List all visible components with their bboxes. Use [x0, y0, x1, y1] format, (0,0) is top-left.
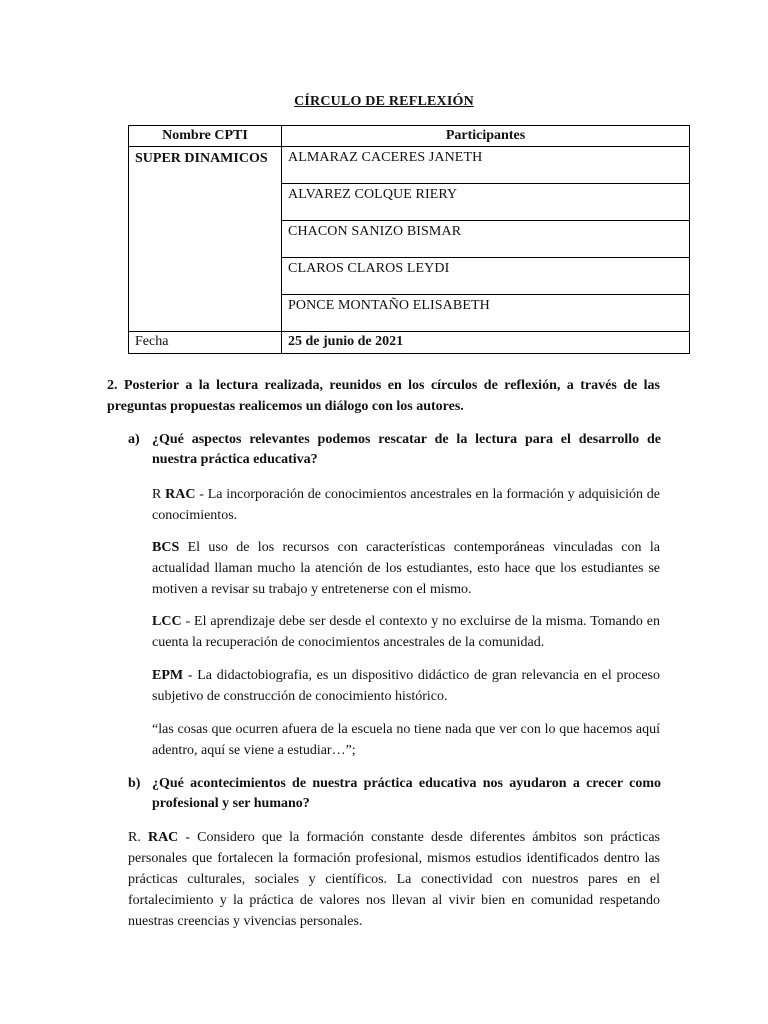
answer-prefix: R. — [128, 830, 148, 845]
participant-name: ALVAREZ COLQUE RIERY — [282, 184, 690, 221]
header-nombre-cpti: Nombre CPTI — [129, 126, 282, 147]
question-a-label: a) — [128, 432, 140, 447]
answer-text: - La incorporación de conocimientos ancestrales en la formación y adquisición de conocimientos. — [152, 487, 660, 523]
author-code: LCC — [152, 614, 182, 629]
question-a — [128, 430, 661, 470]
answer-text: - El aprendizaje debe ser desde el contexto y no excluirse de la misma. Tomando en cuenta la recuperación de conocimientos ancestrales de la comunidad. — [152, 614, 660, 650]
cpti-name: SUPER DINAMICOS — [129, 147, 282, 332]
answer-b-rac — [128, 827, 660, 932]
participant-name: ALMARAZ CACERES JANETH — [282, 147, 690, 184]
header-participantes: Participantes — [282, 126, 690, 147]
answer-lcc — [152, 611, 660, 653]
author-code: RAC — [165, 487, 196, 502]
cpti-table — [128, 125, 690, 354]
answer-prefix: R — [152, 487, 166, 502]
answer-rac — [152, 484, 660, 526]
fecha-label: Fecha — [129, 332, 282, 354]
quote: “las cosas que ocurren afuera de la escuela no tiene nada que ver con lo que hacemos aquí adentro, aquí se viene a estudiar…”; — [152, 722, 660, 758]
answer-bcs — [152, 537, 660, 600]
question-b-label: b) — [128, 776, 141, 791]
question-b-text: ¿Qué acontecimientos de nuestra práctica educativa nos ayudaron a crecer como profesional y ser humano? — [152, 776, 661, 811]
participant-name: CHACON SANIZO BISMAR — [282, 221, 690, 258]
answer-text: - La didactobiografia, es un dispositivo didáctico de gran relevancia en el proceso subjetivo de construcción de conocimiento histórico. — [152, 668, 660, 704]
question-a-text: ¿Qué aspectos relevantes podemos rescatar de la lectura para el desarrollo de nuestra práctica educativa? — [152, 432, 661, 467]
table-row — [129, 147, 690, 184]
page-title: CÍRCULO DE REFLEXIÓN — [294, 94, 474, 109]
participant-name: PONCE MONTAÑO ELISABETH — [282, 295, 690, 332]
author-code: BCS — [152, 540, 180, 555]
participant-name: CLAROS CLAROS LEYDI — [282, 258, 690, 295]
answer-epm — [152, 665, 660, 707]
table-row-fecha — [129, 332, 690, 354]
answer-text: - Considero que la formación constante desde diferentes ámbitos son prácticas personales que fortalecen la formación profesional, mismos estudios identificados dentro las prácticas culturales, sociales y científicos. La conectividad con nuestros pares en el fortalecimiento y la práctica de valores nos llevan al vivir bien en comunidad respetando nuestras creencias y vivencias personales. — [128, 830, 660, 929]
section-2-heading: 2. Posterior a la lectura realizada, reunidos en los círculos de reflexión, a través de las preguntas propuestas realicemos un diálogo con los autores. — [107, 378, 660, 414]
author-code: EPM — [152, 668, 184, 683]
fecha-value: 25 de junio de 2021 — [282, 332, 690, 354]
author-code: RAC — [147, 830, 179, 845]
question-b — [128, 774, 661, 814]
table-header-row — [129, 126, 690, 147]
answer-text: El uso de los recursos con características contemporáneas vinculadas con la actualidad llaman mucho la atención de los estudiantes, esto hace que los estudiantes se motiven a revisar su trabajo y entretenerse con el mismo. — [152, 540, 660, 597]
